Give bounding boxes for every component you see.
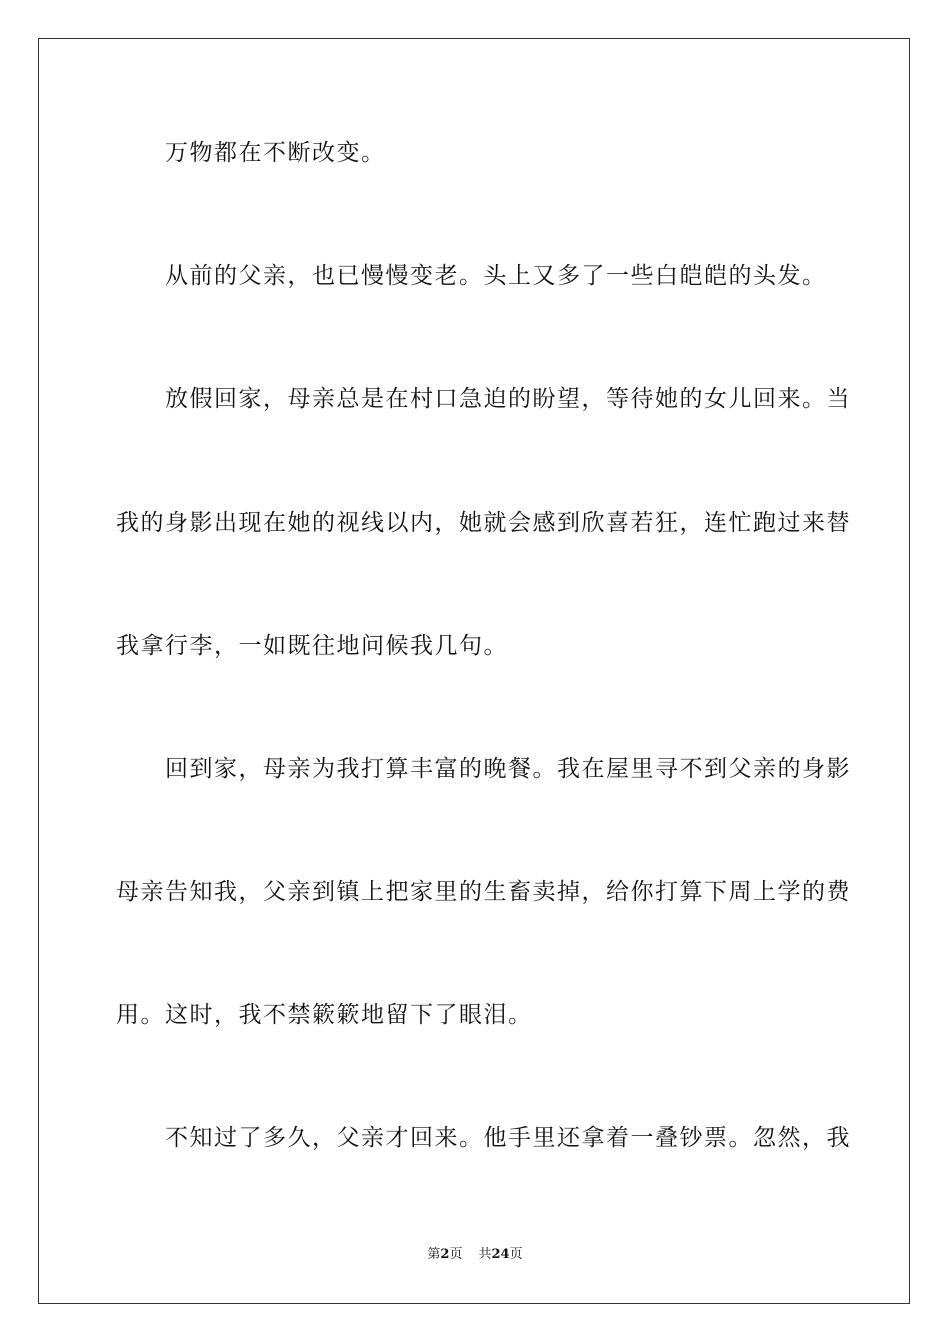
paragraph-line-5: 我拿行李，一如既往地问候我几句。 [116, 633, 508, 659]
paragraph-line-1: 万物都在不断改变。 [165, 140, 386, 166]
paragraph-line-2: 从前的父亲，也已慢慢变老。头上又多了一些白皑皑的头发。 [165, 263, 827, 289]
total-pages: 24 [491, 1247, 510, 1262]
page-footer [0, 1246, 950, 1264]
paragraph-line-8: 用。这时，我不禁簌簌地留下了眼泪。 [116, 1002, 533, 1028]
page-suffix: 页 [449, 1247, 463, 1262]
paragraph-line-9: 不知过了多久，父亲才回来。他手里还拿着一叠钞票。忽然，我 [165, 1125, 851, 1151]
page-prefix: 第 [427, 1247, 441, 1262]
total-suffix: 页 [509, 1247, 523, 1262]
paragraph-line-6: 回到家，母亲为我打算丰富的晚餐。我在屋里寻不到父亲的身影 [165, 756, 851, 782]
paragraph-line-7: 母亲告知我，父亲到镇上把家里的生畜卖掉，给你打算下周上学的费 [116, 879, 851, 905]
page-number: 2 [440, 1247, 450, 1262]
page-border [38, 38, 910, 1304]
total-prefix: 共 [478, 1247, 492, 1262]
paragraph-line-3: 放假回家，母亲总是在村口急迫的盼望，等待她的女儿回来。当 [165, 386, 851, 412]
paragraph-line-4: 我的身影出现在她的视线以内，她就会感到欣喜若狂，连忙跑过来替 [116, 510, 851, 536]
